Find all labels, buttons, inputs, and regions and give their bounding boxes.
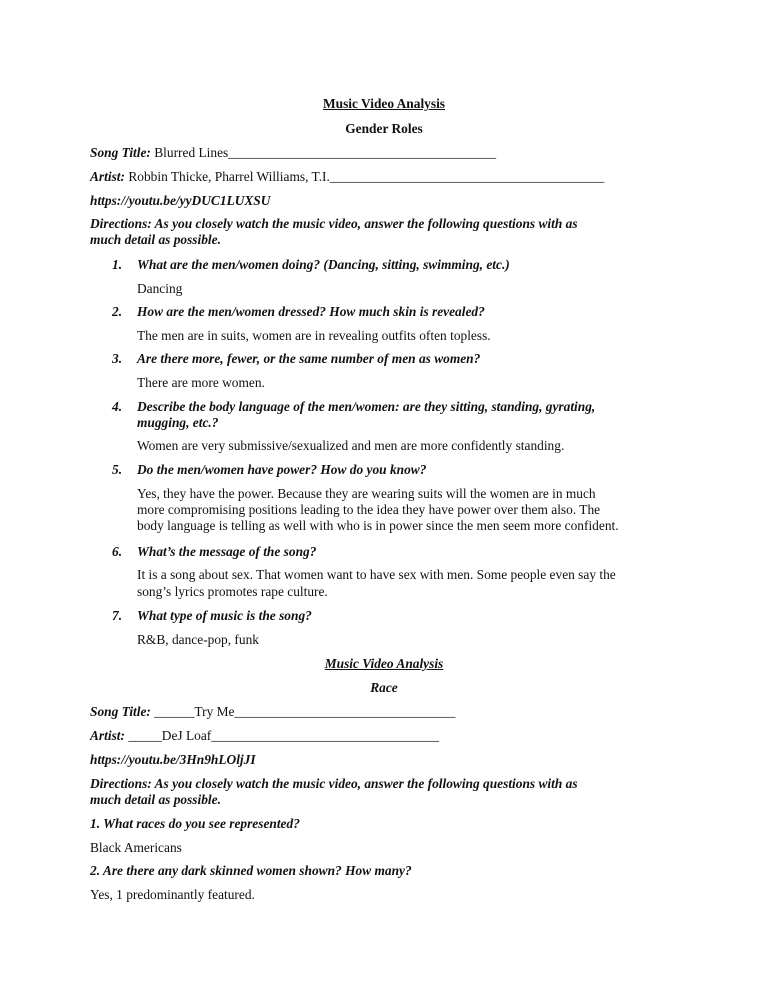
question-number: 5. xyxy=(112,462,123,477)
question-number: 1. xyxy=(112,257,123,272)
question-2: How are the men/women dressed? How much skin is revealed? xyxy=(137,304,485,319)
race-question-1: 1. What races do you see represented? xyxy=(90,816,300,831)
answer-2: The men are in suits, women are in revealing outfits often topless. xyxy=(137,328,491,343)
subtitle-gender: Gender Roles xyxy=(345,121,423,136)
question-4-line-2: mugging, etc.? xyxy=(137,415,219,430)
question-7: What type of music is the song? xyxy=(137,608,312,623)
directions-line-1: Directions: As you closely watch the music video, answer the following questions with as xyxy=(90,216,578,231)
artist-value: _____DeJ Loaf__________________________________ xyxy=(124,728,439,743)
question-number: 2. xyxy=(112,304,123,319)
title-race xyxy=(0,656,768,672)
directions-2-line-2: much detail as possible. xyxy=(90,792,221,807)
artist-row-2 xyxy=(90,728,439,744)
song-title-value: ______Try Me_________________________________ xyxy=(150,704,456,719)
race-answer-1: Black Americans xyxy=(90,840,182,855)
artist-label: Artist: xyxy=(90,169,125,184)
race-question-2: 2. Are there any dark skinned women shown? How many? xyxy=(90,863,412,878)
question-number: 6. xyxy=(112,544,123,559)
title-gender xyxy=(0,96,768,112)
question-number: 7. xyxy=(112,608,123,623)
video-url-2[interactable]: https://youtu.be/3Hn9hLOljJI xyxy=(90,752,256,767)
answer-4: Women are very submissive/sexualized and men are more confidently standing. xyxy=(137,438,565,453)
answer-5-line-1: Yes, they have the power. Because they are wearing suits will the women are in much xyxy=(137,486,596,501)
answer-5-line-3: body language is telling as well with who is in power since the men seem more confident. xyxy=(137,518,619,533)
artist-label: Artist: xyxy=(90,728,125,743)
question-number: 4. xyxy=(112,399,123,414)
song-title-label: Song Title: xyxy=(90,704,151,719)
question-number: 3. xyxy=(112,351,123,366)
answer-6-line-2: song’s lyrics promotes rape culture. xyxy=(137,584,328,599)
question-4-line-1: Describe the body language of the men/women: are they sitting, standing, gyrating, xyxy=(137,399,596,414)
question-1: What are the men/women doing? (Dancing, sitting, swimming, etc.) xyxy=(137,257,510,272)
artist-value: Robbin Thicke, Pharrel Williams, T.I._________________________________________ xyxy=(124,169,605,184)
directions-line-2: much detail as possible. xyxy=(90,232,221,247)
answer-5-line-2: more compromising positions leading to the idea they have power over them also. The xyxy=(137,502,601,517)
answer-1: Dancing xyxy=(137,281,183,296)
answer-6-line-1: It is a song about sex. That women want to have sex with men. Some people even say the xyxy=(137,567,616,582)
answer-3: There are more women. xyxy=(137,375,265,390)
song-title-row-2 xyxy=(90,704,455,720)
page-title: Music Video Analysis xyxy=(322,96,446,111)
section-title: Music Video Analysis xyxy=(324,656,444,671)
song-title-value: Blurred Lines________________________________________ xyxy=(150,145,497,160)
directions-2-line-1: Directions: As you closely watch the music video, answer the following questions with as xyxy=(90,776,578,791)
question-6: What’s the message of the song? xyxy=(137,544,317,559)
song-title-label: Song Title: xyxy=(90,145,151,160)
subtitle-race: Race xyxy=(370,680,398,695)
question-3: Are there more, fewer, or the same number of men as women? xyxy=(137,351,481,366)
race-answer-2: Yes, 1 predominantly featured. xyxy=(90,887,255,902)
answer-7: R&B, dance-pop, funk xyxy=(137,632,259,647)
video-url[interactable]: https://youtu.be/yyDUC1LUXSU xyxy=(90,193,271,208)
song-title-row xyxy=(90,145,496,161)
artist-row xyxy=(90,169,604,185)
question-5: Do the men/women have power? How do you know? xyxy=(137,462,427,477)
